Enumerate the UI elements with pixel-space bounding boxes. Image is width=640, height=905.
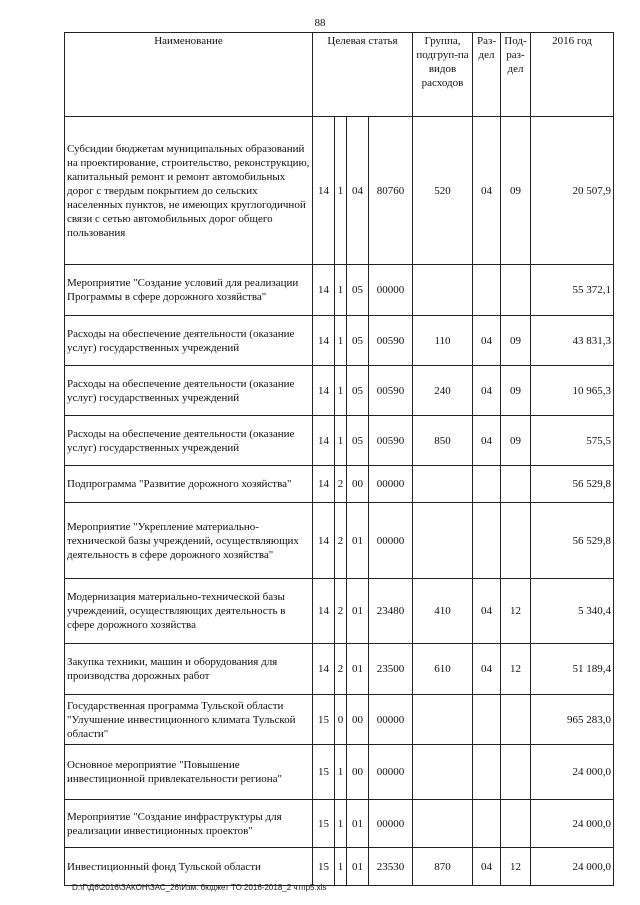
row-amount: 51 189,4	[531, 644, 614, 695]
row-target-1: 15	[313, 800, 335, 848]
row-section: 04	[473, 316, 501, 366]
row-group	[413, 466, 473, 503]
row-target-2: 2	[335, 466, 347, 503]
row-target-3: 05	[347, 265, 369, 316]
row-target-4: 00000	[369, 265, 413, 316]
row-subsection	[501, 695, 531, 745]
row-target-1: 15	[313, 848, 335, 886]
row-target-4: 23480	[369, 579, 413, 644]
row-section: 04	[473, 644, 501, 695]
row-target-4: 00000	[369, 800, 413, 848]
row-group: 850	[413, 416, 473, 466]
file-path-footer: D:\Г\Д6\2016\ЗАКОН\ЗАС_26\Изм. бюджет ТО 2016-2018_2 чтпр5.xls	[72, 883, 327, 892]
row-subsection: 09	[501, 316, 531, 366]
row-target-2: 1	[335, 800, 347, 848]
row-target-3: 00	[347, 745, 369, 800]
budget-table	[64, 32, 614, 886]
header-section: Раз-дел	[473, 33, 501, 117]
row-target-2: 1	[335, 745, 347, 800]
row-subsection: 09	[501, 117, 531, 265]
row-target-3: 05	[347, 316, 369, 366]
row-name: Инвестиционный фонд Тульской области	[65, 848, 313, 886]
row-target-1: 14	[313, 265, 335, 316]
row-name: Расходы на обеспечение деятельности (оказание услуг) государственных учреждений	[65, 316, 313, 366]
table-row	[65, 644, 614, 695]
table-row	[65, 416, 614, 466]
row-group: 610	[413, 644, 473, 695]
row-target-2: 1	[335, 416, 347, 466]
row-target-2: 1	[335, 848, 347, 886]
header-subsection: Под-раз-дел	[501, 33, 531, 117]
row-target-1: 14	[313, 644, 335, 695]
row-amount: 55 372,1	[531, 265, 614, 316]
row-group: 110	[413, 316, 473, 366]
row-subsection	[501, 800, 531, 848]
row-amount: 10 965,3	[531, 366, 614, 416]
table-row	[65, 366, 614, 416]
row-target-3: 00	[347, 466, 369, 503]
row-target-2: 1	[335, 265, 347, 316]
row-group	[413, 800, 473, 848]
row-target-4: 80760	[369, 117, 413, 265]
row-amount: 24 000,0	[531, 848, 614, 886]
row-subsection: 12	[501, 644, 531, 695]
row-target-4: 00590	[369, 366, 413, 416]
row-target-4: 23530	[369, 848, 413, 886]
row-name: Мероприятие "Укрепление материально-технической базы учреждений, осуществляющих деятельность в сфере дорожного хозяйства"	[65, 503, 313, 579]
table-row	[65, 579, 614, 644]
row-section	[473, 695, 501, 745]
row-target-1: 14	[313, 466, 335, 503]
row-subsection: 12	[501, 579, 531, 644]
row-name: Расходы на обеспечение деятельности (оказание услуг) государственных учреждений	[65, 416, 313, 466]
row-section	[473, 466, 501, 503]
row-subsection	[501, 466, 531, 503]
row-target-1: 14	[313, 316, 335, 366]
row-amount: 24 000,0	[531, 745, 614, 800]
row-group	[413, 745, 473, 800]
row-target-3: 01	[347, 644, 369, 695]
row-target-1: 14	[313, 579, 335, 644]
row-amount: 43 831,3	[531, 316, 614, 366]
row-subsection: 09	[501, 366, 531, 416]
row-target-1: 15	[313, 745, 335, 800]
table-row	[65, 265, 614, 316]
table-row	[65, 466, 614, 503]
row-target-1: 15	[313, 695, 335, 745]
row-target-3: 01	[347, 848, 369, 886]
row-name: Подпрограмма "Развитие дорожного хозяйства"	[65, 466, 313, 503]
row-name: Субсидии бюджетам муниципальных образований на проектирование, строительство, реконструкцию, капитальный ремонт и ремонт автомобильных дорог с твердым покрытием до сельских населенных пунктов, не имеющих круглогодичной связи с сетью автомобильных дорог общего пользования	[65, 117, 313, 265]
row-subsection	[501, 503, 531, 579]
row-name: Закупка техники, машин и оборудования для производства дорожных работ	[65, 644, 313, 695]
table-header-row	[65, 33, 614, 117]
row-amount: 5 340,4	[531, 579, 614, 644]
row-name: Основное мероприятие "Повышение инвестиционной привлекательности региона"	[65, 745, 313, 800]
row-target-3: 01	[347, 800, 369, 848]
header-group: Группа, подгруп-па видов расходов	[413, 33, 473, 117]
row-subsection: 12	[501, 848, 531, 886]
page-number: 88	[314, 17, 326, 29]
row-section: 04	[473, 579, 501, 644]
row-target-1: 14	[313, 503, 335, 579]
row-target-3: 01	[347, 503, 369, 579]
row-name: Модернизация материально-технической базы учреждений, осуществляющих деятельность в сфере дорожного хозяйства	[65, 579, 313, 644]
row-group	[413, 695, 473, 745]
row-section: 04	[473, 848, 501, 886]
row-name: Государственная программа Тульской области "Улучшение инвестиционного климата Тульской области"	[65, 695, 313, 745]
header-name: Наименование	[65, 33, 313, 117]
row-group	[413, 503, 473, 579]
row-subsection	[501, 745, 531, 800]
row-name: Мероприятие "Создание инфраструктуры для реализации инвестиционных проектов"	[65, 800, 313, 848]
row-group: 870	[413, 848, 473, 886]
row-target-4: 00000	[369, 745, 413, 800]
row-subsection: 09	[501, 416, 531, 466]
row-target-4: 00000	[369, 503, 413, 579]
row-target-3: 00	[347, 695, 369, 745]
row-target-2: 1	[335, 316, 347, 366]
row-target-4: 00000	[369, 695, 413, 745]
row-target-3: 01	[347, 579, 369, 644]
row-target-2: 1	[335, 366, 347, 416]
row-target-3: 04	[347, 117, 369, 265]
row-target-2: 1	[335, 117, 347, 265]
header-target: Целевая статья	[313, 33, 413, 117]
row-section	[473, 745, 501, 800]
row-target-2: 0	[335, 695, 347, 745]
row-group	[413, 265, 473, 316]
row-target-1: 14	[313, 117, 335, 265]
row-section	[473, 800, 501, 848]
row-target-2: 2	[335, 644, 347, 695]
row-target-4: 00590	[369, 416, 413, 466]
row-name: Мероприятие "Создание условий для реализации Программы в сфере дорожного хозяйства"	[65, 265, 313, 316]
row-target-2: 2	[335, 579, 347, 644]
row-section	[473, 503, 501, 579]
table-row	[65, 695, 614, 745]
row-amount: 575,5	[531, 416, 614, 466]
row-target-4: 00000	[369, 466, 413, 503]
row-group: 520	[413, 117, 473, 265]
row-amount: 24 000,0	[531, 800, 614, 848]
row-target-4: 23500	[369, 644, 413, 695]
row-target-1: 14	[313, 366, 335, 416]
table-row	[65, 800, 614, 848]
header-year: 2016 год	[531, 33, 614, 117]
row-group: 240	[413, 366, 473, 416]
row-target-2: 2	[335, 503, 347, 579]
row-section: 04	[473, 366, 501, 416]
row-amount: 56 529,8	[531, 503, 614, 579]
row-amount: 20 507,9	[531, 117, 614, 265]
row-name: Расходы на обеспечение деятельности (оказание услуг) государственных учреждений	[65, 366, 313, 416]
table-row	[65, 503, 614, 579]
row-group: 410	[413, 579, 473, 644]
row-target-1: 14	[313, 416, 335, 466]
table-row	[65, 316, 614, 366]
row-target-4: 00590	[369, 316, 413, 366]
table-row	[65, 848, 614, 886]
row-target-3: 05	[347, 366, 369, 416]
row-amount: 56 529,8	[531, 466, 614, 503]
table-row	[65, 117, 614, 265]
row-section: 04	[473, 416, 501, 466]
row-target-3: 05	[347, 416, 369, 466]
row-section	[473, 265, 501, 316]
table-row	[65, 745, 614, 800]
row-amount: 965 283,0	[531, 695, 614, 745]
row-subsection	[501, 265, 531, 316]
row-section: 04	[473, 117, 501, 265]
